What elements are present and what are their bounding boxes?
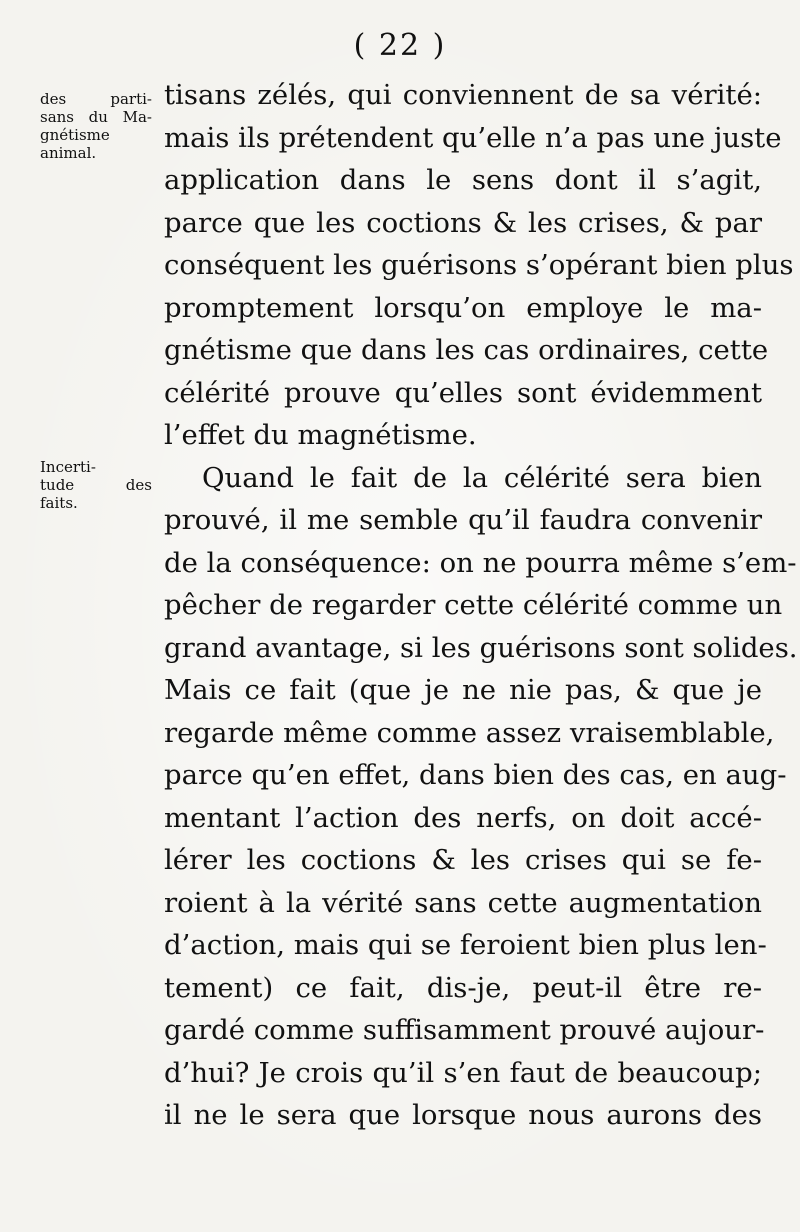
text-line: gnétisme que dans les cas ordinaires, cette <box>164 334 769 366</box>
text-line: promptement lorsqu’on employe le ma- <box>164 291 762 324</box>
text-line: parce que les coctions & les crises, & par <box>164 206 762 239</box>
text-line: d’action, mais qui se feroient bien plus len- <box>164 929 767 961</box>
text-line: lérer les coctions & les crises qui se fe- <box>164 844 762 876</box>
margin-note-line: sans du Ma- <box>40 108 152 126</box>
margin-note-partisans <box>40 90 152 162</box>
paragraph-first-line: Quand le fait de la célérité sera bien <box>202 461 762 494</box>
text-line: célérité prouve qu’elles sont évidemment <box>164 376 762 409</box>
text-line: conséquent les guérisons s’opérant bien plus <box>164 249 794 281</box>
body-text <box>164 74 798 1137</box>
text-line: mentant l’action des nerfs, on doit accé- <box>164 801 762 834</box>
text-line: application dans le sens dont il s’agit, <box>164 164 762 196</box>
text-line: pêcher de regarder cette célérité comme un <box>164 589 783 621</box>
text-line: prouvé, il me semble qu’il faudra convenir <box>164 504 762 536</box>
text-line: d’hui? Je crois qu’il s’en faut de beaucoup; <box>164 1056 762 1089</box>
text-line: Mais ce fait (que je ne nie pas, & que je <box>164 674 762 706</box>
margin-note-line: des parti- <box>40 90 152 108</box>
text-line: regarde même comme assez vraisemblable, <box>164 716 775 749</box>
text-line: il ne le sera que lorsque nous aurons des <box>164 1099 762 1131</box>
margin-note-line: faits. <box>40 494 78 512</box>
text-line: l’effet du magnétisme. <box>164 419 477 451</box>
text-line: tisans zélés, qui conviennent de sa vérité: <box>164 79 762 111</box>
text-line: gardé comme suffisamment prouvé aujour- <box>164 1014 765 1046</box>
text-line: tement) ce fait, dis-je, peut-il être re- <box>164 971 762 1004</box>
margin-note-incertitude <box>40 458 152 512</box>
text-line: roient à la vérité sans cette augmentation <box>164 886 762 919</box>
margin-note-line: gnétisme <box>40 126 110 144</box>
text-line: parce qu’en effet, dans bien des cas, en aug- <box>164 759 787 791</box>
text-line: de la conséquence: on ne pourra même s’em- <box>164 546 797 579</box>
margin-note-line: Incerti- <box>40 458 96 476</box>
text-line: grand avantage, si les guérisons sont solides. <box>164 631 798 664</box>
page-number: ( 22 ) <box>353 28 447 63</box>
text-line: mais ils prétendent qu’elle n’a pas une juste <box>164 121 782 154</box>
margin-note-line: animal. <box>40 144 97 162</box>
margin-note-line: tude des <box>40 476 152 494</box>
